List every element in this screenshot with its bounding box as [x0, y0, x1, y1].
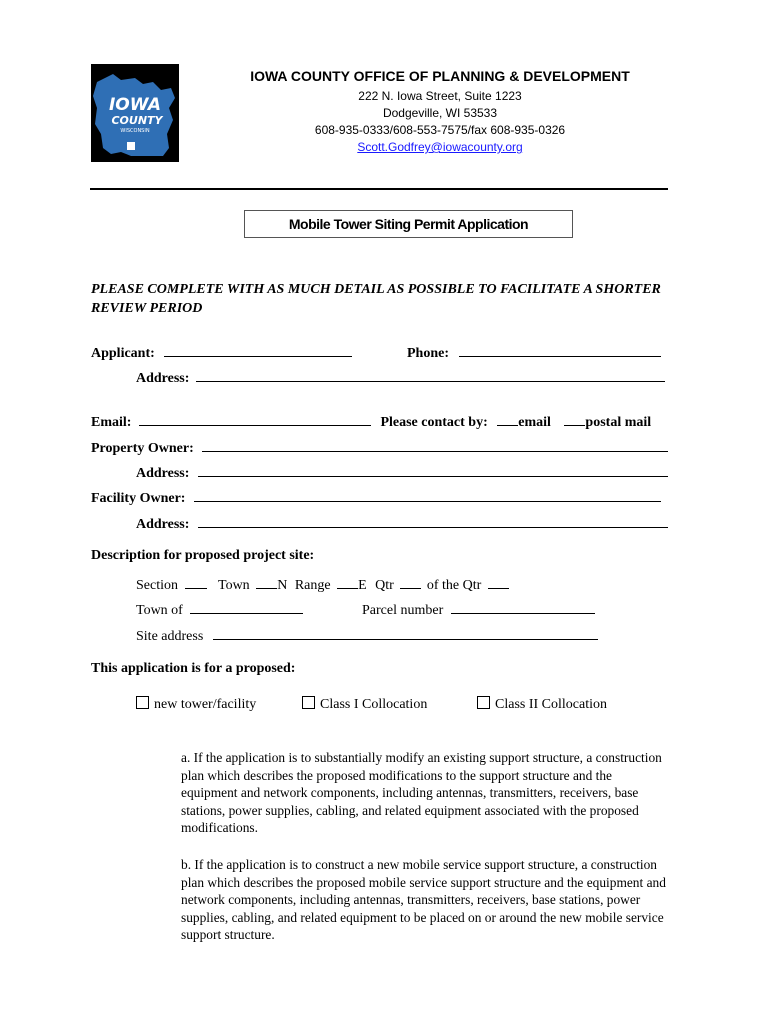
logo-text-iowa: IOWA [108, 95, 162, 115]
town-field[interactable] [256, 574, 277, 589]
applicant-label: Applicant: [91, 346, 155, 361]
county-logo [91, 64, 179, 162]
phone-field[interactable] [459, 342, 661, 357]
facility-owner-field[interactable] [194, 487, 661, 502]
applicant-address-field[interactable] [196, 367, 665, 382]
instructions: PLEASE COMPLETE WITH AS MUCH DETAIL AS POSSIBLE TO FACILITATE A SHORTER REVIEW PERIOD [91, 282, 661, 316]
applicant-address-label: Address: [136, 371, 190, 386]
facility-owner-address-label: Address: [136, 517, 190, 532]
email-link[interactable]: Scott.Godfrey@iowacounty.org [357, 140, 523, 154]
e-label: E [358, 578, 367, 593]
plss-row [136, 574, 509, 594]
facility-owner-label: Facility Owner: [91, 491, 186, 506]
email-field[interactable] [139, 411, 371, 426]
applicant-field[interactable] [164, 342, 352, 357]
option-class-2[interactable] [477, 696, 607, 713]
site-address-row [136, 625, 598, 645]
org-address-street: 222 N. Iowa Street, Suite 1223 [358, 89, 522, 103]
option-new-tower[interactable] [136, 696, 256, 713]
property-owner-field[interactable] [202, 437, 668, 452]
new-tower-checkbox[interactable] [136, 696, 149, 709]
site-address-label: Site address [136, 629, 204, 644]
org-email[interactable] [200, 140, 680, 154]
application-type-heading: This application is for a proposed: [91, 661, 296, 676]
org-address-city: Dodgeville, WI 53533 [382, 106, 498, 120]
contact-by-label: Please contact by: [380, 415, 488, 430]
property-owner-address-label: Address: [136, 466, 190, 481]
range-label: Range [294, 578, 331, 593]
phone-row [407, 342, 661, 362]
property-owner-row [91, 437, 668, 457]
header-divider [90, 188, 668, 190]
town-of-label: Town of [136, 603, 183, 618]
section-label: Section [136, 578, 178, 593]
qtr-label: Qtr [375, 578, 394, 593]
n-label: N [277, 578, 288, 593]
property-owner-label: Property Owner: [91, 441, 194, 456]
site-heading: Description for proposed project site: [91, 548, 315, 563]
class-2-checkbox[interactable] [477, 696, 490, 709]
range-field[interactable] [337, 574, 358, 589]
form-title: Mobile Tower Siting Permit Application [244, 210, 573, 238]
applicant-row [91, 342, 352, 362]
facility-owner-address-field[interactable] [198, 513, 668, 528]
contact-mail-checkline[interactable] [564, 411, 585, 426]
contact-email-label: email [518, 415, 551, 430]
property-owner-address-field[interactable] [198, 462, 668, 477]
email-label: Email: [91, 415, 132, 430]
section-field[interactable] [185, 574, 207, 589]
of-the-qtr-field[interactable] [488, 574, 509, 589]
logo-text-county: COUNTY [111, 114, 163, 127]
phone-label: Phone: [407, 346, 449, 361]
logo-text-wisconsin: WISCONSIN [120, 128, 150, 134]
class-1-label: Class I Collocation [320, 697, 428, 712]
option-class-1[interactable] [302, 696, 427, 713]
paragraph-b: b. If the application is to construct a new mobile service support structure, a construction plan which describes the proposed mobile service support structure and the equipment and network components, including antennas, transmitters, receivers, base stations, power supplies, cabling, and related equipment to be placed on or around the new mobile service support structure. [181, 857, 666, 943]
paragraph-a: a. If the application is to substantially modify an existing support structure, a construction plan which describes the proposed modifications to the support structure and the equipment and network components, including antennas, transmitters, receivers, base stations, power supplies, cabling, and related equipment associated with the proposed modifications. [181, 750, 662, 836]
facility-owner-address-row [136, 513, 668, 533]
facility-owner-row [91, 487, 661, 507]
class-2-label: Class II Collocation [495, 697, 607, 712]
of-the-qtr-label: of the Qtr [426, 578, 482, 593]
org-phones: 608-935-0333/608-553-7575/fax 608-935-0326 [314, 123, 566, 137]
applicant-address-row [136, 367, 665, 387]
class-1-checkbox[interactable] [302, 696, 315, 709]
town-of-field[interactable] [190, 599, 303, 614]
property-owner-address-row [136, 462, 668, 482]
town-label: Town [218, 578, 250, 593]
parcel-row [362, 599, 595, 619]
qtr-field[interactable] [400, 574, 421, 589]
contact-email-checkline[interactable] [497, 411, 518, 426]
parcel-number-label: Parcel number [362, 603, 444, 618]
town-of-row [136, 599, 303, 619]
email-row [91, 411, 651, 431]
org-name: IOWA COUNTY OFFICE OF PLANNING & DEVELOPMENT [250, 68, 630, 84]
site-address-field[interactable] [213, 625, 598, 640]
new-tower-label: new tower/facility [154, 697, 257, 712]
contact-mail-label: postal mail [585, 415, 652, 430]
parcel-number-field[interactable] [451, 599, 595, 614]
